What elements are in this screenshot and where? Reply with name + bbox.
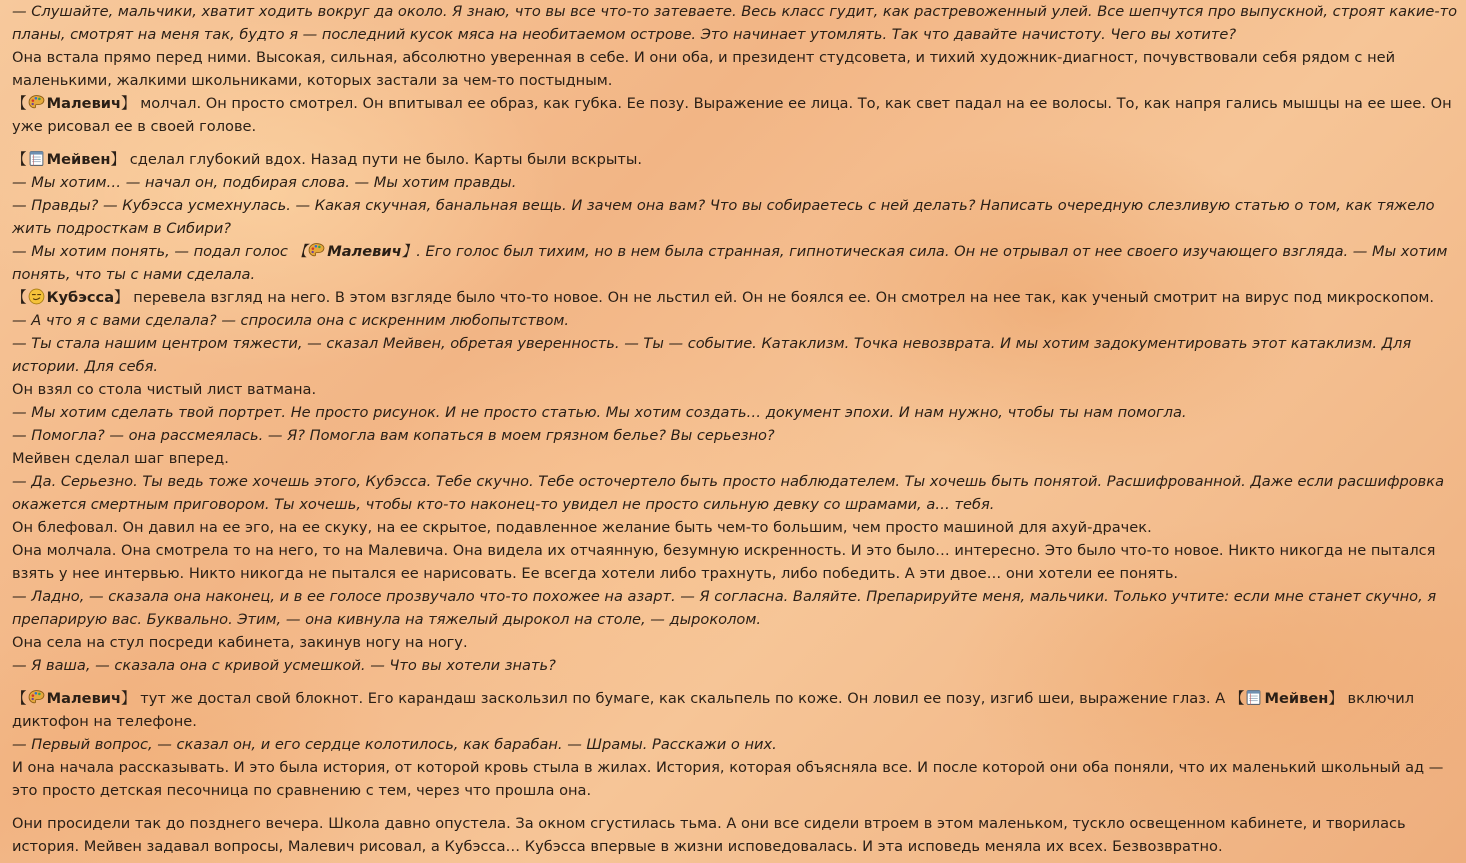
- dialogue-paragraph: [12, 424, 1460, 447]
- text-segment: Он блефовал. Он давил на ее эго, на ее скуку, на ее скрытое, подавленное желание быть чем-то большим, чем просто машиной для ахуй-драчек.: [12, 519, 1152, 536]
- dialogue-paragraph: [12, 194, 1460, 240]
- artist-palette-icon: [28, 689, 45, 706]
- character-tag-kubessa: 【 Кубэсса】: [12, 289, 129, 306]
- dialogue-paragraph: [12, 585, 1460, 631]
- narration-paragraph: [12, 447, 1460, 470]
- text-segment: . Его голос был тихим, но в нем была странная, гипнотическая сила. Он не отрывал от нее своего изучающего взгляда. — Мы хотим понять, что ты с нами сделала.: [12, 243, 1448, 283]
- text-segment: тут же достал свой блокнот. Его карандаш заскользил по бумаге, как скальпель по коже. Он ловил ее позу, изгиб шеи, выражение глаз. А: [135, 690, 1230, 707]
- narration-paragraph: [12, 148, 1460, 171]
- character-name: Малевич: [46, 95, 122, 112]
- dialogue-paragraph: [12, 332, 1460, 378]
- character-tag-meiven: 【 Мейвен】: [12, 151, 126, 168]
- narration-paragraph: [12, 539, 1460, 585]
- character-tag-meiven: 【 Мейвен】: [1229, 690, 1343, 707]
- text-segment: — А что я с вами сделала? — спросила она с искренним любопытством.: [12, 312, 570, 329]
- text-segment: — Слушайте, мальчики, хватит ходить вокруг да около. Я знаю, что вы все что-то затеваете. Весь класс гудит, как растревоженный улей. Все шепчутся про выпускной, строят какие-то планы, смотрят на меня так, будто я — последний кусок мяса на необитаемом острове. Это начинает утомлять. Так что давайте начистоту. Чего вы хотите?: [12, 3, 1458, 43]
- narration-paragraph: [12, 687, 1460, 733]
- text-segment: — Мы хотим… — начал он, подбирая слова. — Мы хотим правды.: [12, 174, 517, 191]
- text-segment: Она встала прямо перед ними. Высокая, сильная, абсолютно уверенная в себе. И они оба, и президент студсовета, и тихий художник-диагност, почувствовали себя рядом с ней маленькими, жалкими школьниками, которых застали за чем-то постыдным.: [12, 49, 1396, 89]
- text-segment: Она села на стул посреди кабинета, закинув ногу на ногу.: [12, 634, 468, 651]
- text-segment: — Я ваша, — сказала она с кривой усмешкой. — Что вы хотели знать?: [12, 657, 556, 674]
- notepad-icon: [1245, 689, 1262, 706]
- character-name: Малевич: [46, 690, 122, 707]
- text-segment: молчал. Он просто смотрел. Он впитывал ее образ, как губка. Ее позу. Выражение ее лица. То, как свет падал на ее волосы. То, как напря гались мышцы на ее шее. Он уже рисовал ее в своей голове.: [12, 95, 1452, 135]
- dialogue-paragraph: [12, 733, 1460, 756]
- narration-paragraph: [12, 286, 1460, 309]
- artist-palette-icon: [28, 94, 45, 111]
- text-segment: сделал глубокий вдох. Назад пути не было. Карты были вскрыты.: [125, 151, 643, 168]
- character-tag-malevich: 【 Малевич】: [12, 690, 136, 707]
- text-segment: — Мы хотим сделать твой портрет. Не просто рисунок. И не просто статью. Мы хотим создать… документ эпохи. И нам нужно, чтобы ты нам помогла.: [12, 404, 1187, 421]
- text-segment: — Мы хотим понять, — подал голос: [12, 243, 293, 260]
- dialogue-paragraph: [12, 0, 1460, 46]
- story-text: [12, 0, 1460, 858]
- artist-palette-icon: [308, 242, 325, 259]
- character-name: Мейвен: [46, 151, 111, 168]
- text-segment: Они просидели так до позднего вечера. Школа давно опустела. За окном сгустилась тьма. А они все сидели втроем в этом маленьком, тускло освещенном кабинете, и творилась история. Мейвен задавал вопросы, Малевич рисовал, а Кубэсса… Кубэсса впервые в жизни исповедовалась. И эта исповедь меняла их всех. Безвозвратно.: [12, 815, 1406, 855]
- dialogue-paragraph: [12, 401, 1460, 424]
- text-segment: Он взял со стола чистый лист ватмана.: [12, 381, 317, 398]
- narration-paragraph: [12, 756, 1460, 802]
- narration-paragraph: [12, 378, 1460, 401]
- text-segment: Мейвен сделал шаг вперед.: [12, 450, 229, 467]
- narration-paragraph: [12, 812, 1460, 858]
- character-tag-malevich: 【 Малевич】: [12, 95, 136, 112]
- dialogue-paragraph: [12, 470, 1460, 516]
- text-segment: — Да. Серьезно. Ты ведь тоже хочешь этого, Кубэсса. Тебе скучно. Тебе осточертело быть просто наблюдателем. Ты хочешь быть понятой. Расшифрованной. Даже если расшифровка окажется смертным приговором. Ты хочешь, чтобы кто-то наконец-то увидел не просто сильную девку со шрамами, а… тебя.: [12, 473, 1445, 513]
- text-segment: — Ладно, — сказала она наконец, и в ее голосе прозвучало что-то похожее на азарт. — Я согласна. Валяйте. Препарируйте меня, мальчики. Только учтите: если мне станет скучно, я препарирую вас. Буквально. Этим, — она кивнула на тяжелый дырокол на столе, — дыроколом.: [12, 588, 1437, 628]
- dialogue-paragraph: [12, 654, 1460, 677]
- notepad-icon: [28, 150, 45, 167]
- text-segment: — Правды? — Кубэсса усмехнулась. — Какая скучная, банальная вещь. И зачем она вам? Что вы собираетесь с ней делать? Написать очередную слезливую статью о том, как тяжело жить подросткам в Сибири?: [12, 197, 1435, 237]
- smirking-face-icon: [28, 288, 45, 305]
- character-name: Мейвен: [1264, 690, 1329, 707]
- text-segment: И она начала рассказывать. И это была история, от которой кровь стыла в жилах. История, которая объясняла все. И после которой они оба поняли, что их маленький школьный ад — это просто детская песочница по сравнению с тем, через что прошла она.: [12, 759, 1444, 799]
- narration-paragraph: [12, 46, 1460, 92]
- text-segment: — Ты стала нашим центром тяжести, — сказал Мейвен, обретая уверенность. — Ты — событие. Катаклизм. Точка невозврата. И мы хотим задокументировать этот катаклизм. Для истории. Для себя.: [12, 335, 1412, 375]
- dialogue-paragraph: [12, 171, 1460, 194]
- narration-paragraph: [12, 516, 1460, 539]
- text-segment: включил диктофон на телефоне.: [12, 690, 1415, 730]
- dialogue-paragraph: [12, 240, 1460, 286]
- character-name: Кубэсса: [46, 289, 115, 306]
- text-segment: — Первый вопрос, — сказал он, и его сердце колотилось, как барабан. — Шрамы. Расскажи о них.: [12, 736, 777, 753]
- text-segment: — Помогла? — она рассмеялась. — Я? Помогла вам копаться в моем грязном белье? Вы серьезно?: [12, 427, 775, 444]
- narration-paragraph: [12, 92, 1460, 138]
- character-tag-malevich: 【 Малевич】: [292, 243, 417, 260]
- text-segment: перевела взгляд на него. В этом взгляде было что-то новое. Он не льстил ей. Он не боялся ее. Он смотрел на нее так, как ученый смотрит на вирус под микроскопом.: [128, 289, 1435, 306]
- dialogue-paragraph: [12, 309, 1460, 332]
- character-name: Малевич: [327, 243, 402, 260]
- narration-paragraph: [12, 631, 1460, 654]
- text-segment: Она молчала. Она смотрела то на него, то на Малевича. Она видела их отчаянную, безумную искренность. И это было… интересно. Это было что-то новое. Никто никогда не пытался взять у нее интервью. Никто никогда не пытался ее нарисовать. Ее всегда хотели либо трахнуть, либо победить. А эти двое… они хотели ее понять.: [12, 542, 1436, 582]
